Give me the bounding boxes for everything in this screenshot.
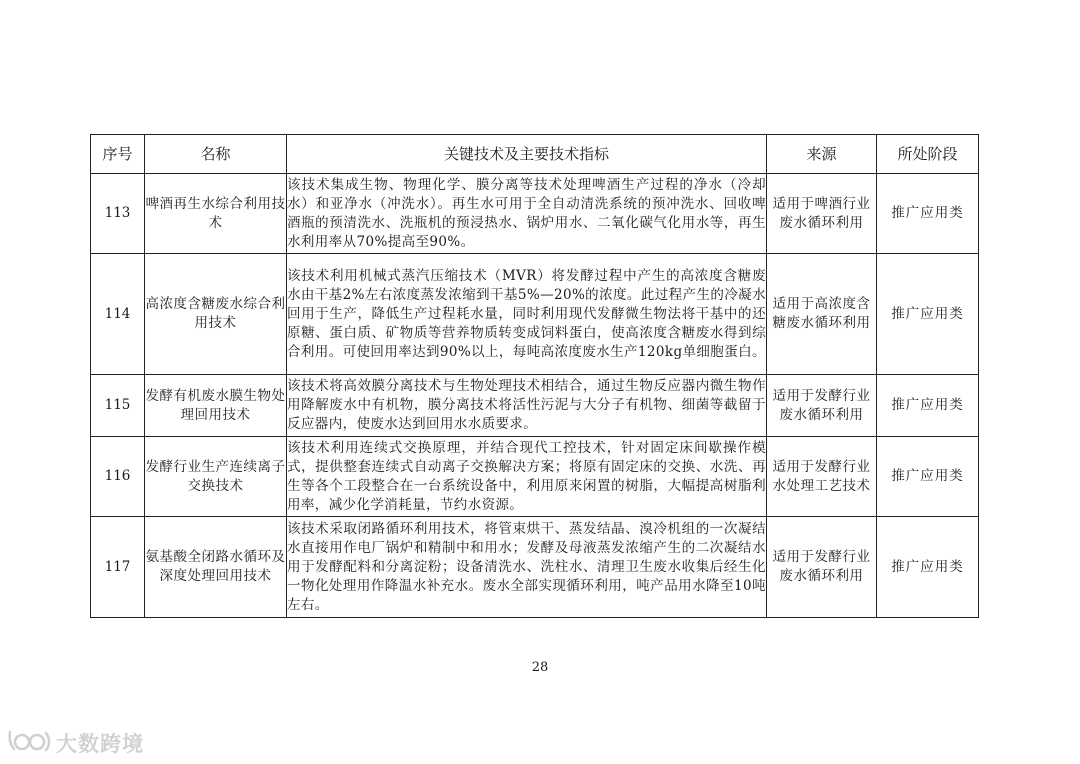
row-num: 115	[91, 375, 145, 437]
row-name: 啤酒再生水综合利用技术	[145, 174, 287, 254]
row-num: 116	[91, 437, 145, 517]
watermark	[6, 728, 144, 758]
table-row	[91, 254, 979, 375]
table-row	[91, 517, 979, 618]
header-name: 名称	[145, 135, 287, 174]
table-row	[91, 174, 979, 254]
table-row	[91, 437, 979, 517]
header-num: 序号	[91, 135, 145, 174]
row-name: 高浓度含糖废水综合利用技术	[145, 254, 287, 375]
row-num: 117	[91, 517, 145, 618]
page-number: 28	[531, 660, 549, 675]
table-row	[91, 375, 979, 437]
technology-table	[90, 134, 979, 618]
row-desc: 该技术利用连续式交换原理，并结合现代工控技术，针对固定床间歇操作模式，提供整套连续式自动离子交换解决方案；将原有固定床的交换、水洗、再生等各个工段整合在一台系统设备中，利用原来闲置的树脂，大幅提高树脂利用率，减少化学消耗量，节约水资源。	[287, 437, 767, 517]
row-source: 适用于发酵行业废水循环利用	[767, 517, 877, 618]
watermark-text: 大数跨境	[56, 732, 144, 756]
row-desc: 该技术采取闭路循环利用技术，将管束烘干、蒸发结晶、溴冷机组的一次凝结水直接用作电厂锅炉和精制中和用水；发酵及母液蒸发浓缩产生的二次凝结水用于发酵配料和分离淀粉；设备清洗水、洗柱水、清理卫生废水收集后经生化一物化处理用作降温水补充水。废水全部实现循环利用，吨产品用水降至10吨左右。	[287, 517, 767, 618]
row-desc: 该技术利用机械式蒸汽压缩技术（MVR）将发酵过程中产生的高浓度含糖废水由干基2%左右浓度蒸发浓缩到干基5%—20%的浓度。此过程产生的冷凝水回用于生产，降低生产过程耗水量，同时利用现代发酵微生物法将干基中的还原糖、蛋白质、矿物质等营养物质转变成饲料蛋白，使高浓度含糖废水得到综合利用。可使回用率达到90%以上，每吨高浓度废水生产120kg单细胞蛋白。	[287, 254, 767, 375]
row-name: 氨基酸全闭路水循环及深度处理回用技术	[145, 517, 287, 618]
header-stage: 所处阶段	[877, 135, 979, 174]
row-stage: 推广应用类	[877, 254, 979, 375]
row-source: 适用于发酵行业水处理工艺技术	[767, 437, 877, 517]
row-source: 适用于发酵行业废水循环利用	[767, 375, 877, 437]
row-name: 发酵有机废水膜生物处理回用技术	[145, 375, 287, 437]
row-stage: 推广应用类	[877, 375, 979, 437]
row-num: 113	[91, 174, 145, 254]
row-desc: 该技术将高效膜分离技术与生物处理技术相结合，通过生物反应器内微生物作用降解废水中有机物，膜分离技术将活性污泥与大分子有机物、细菌等截留于反应器内，使废水达到回用水水质要求。	[287, 375, 767, 437]
row-stage: 推广应用类	[877, 174, 979, 254]
table-header-row	[91, 135, 979, 174]
header-desc: 关键技术及主要技术指标	[287, 135, 767, 174]
row-stage: 推广应用类	[877, 517, 979, 618]
brand-logo-icon	[6, 728, 52, 758]
row-source: 适用于啤酒行业废水循环利用	[767, 174, 877, 254]
row-stage: 推广应用类	[877, 437, 979, 517]
header-source: 来源	[767, 135, 877, 174]
row-name: 发酵行业生产连续离子交换技术	[145, 437, 287, 517]
row-desc: 该技术集成生物、物理化学、膜分离等技术处理啤酒生产过程的净水（冷却水）和亚净水（冲洗水）。再生水可用于全自动清洗系统的预冲洗水、回收啤酒瓶的预清洗水、洗瓶机的预浸热水、锅炉用水、二氧化碳气化用水等，再生水利用率从70%提高至90%。	[287, 174, 767, 254]
row-num: 114	[91, 254, 145, 375]
row-source: 适用于高浓度含糖废水循环利用	[767, 254, 877, 375]
